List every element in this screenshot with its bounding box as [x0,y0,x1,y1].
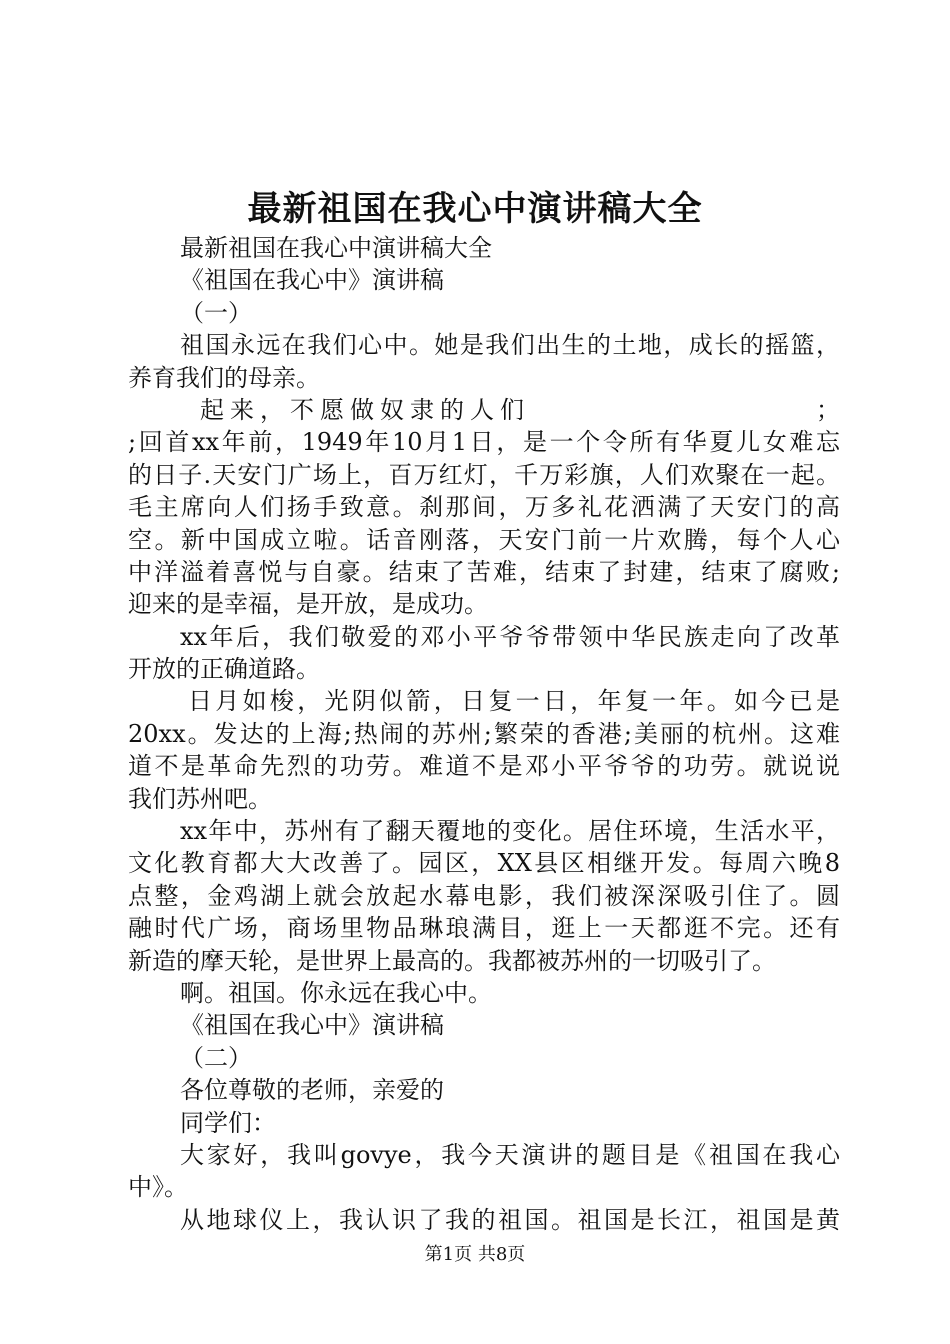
paragraph-line: 迎来的是幸福，是开放，是成功。 [128,590,488,619]
anthem-text: 起来，不愿做奴隶的人们 [200,395,530,424]
speech-heading-2: 《祖国在我心中》演讲稿 [180,1011,444,1040]
paragraph-line: 空。新中国成立啦。话音刚落，天安门前一片欢腾，每个人心 [128,525,840,554]
paragraph-line: 融时代广场，商场里物品琳琅满目，逛上一天都逛不完。还有 [128,914,840,943]
paragraph-line: 新造的摩天轮，是世界上最高的。我都被苏州的一切吸引了。 [128,946,776,975]
paragraph-line: xx年中，苏州有了翻天覆地的变化。居住环境，生活水平， [180,817,840,846]
paragraph-line: 中》。 [128,1173,188,1202]
paragraph-line: 日月如梭，光阴似箭，日复一日，年复一年。如今已是 [188,687,840,716]
document-title: 最新祖国在我心中演讲稿大全 [247,189,703,229]
paragraph-line: xx年后，我们敬爱的邓小平爷爷带领中华民族走向了改革 [180,622,840,651]
anthem-semicolon: ； [816,395,840,424]
subtitle-line: 最新祖国在我心中演讲稿大全 [180,234,492,262]
paragraph-line: 道不是革命先烈的功劳。难道不是邓小平爷爷的功劳。就说说 [128,752,840,781]
paragraph-line: 祖国永远在我们心中。她是我们出生的土地，成长的摇篮， [180,331,840,360]
greeting-line: 各位尊敬的老师，亲爱的 [180,1076,444,1105]
anthem-line [128,394,840,426]
document-body [128,232,840,1236]
paragraph-line: 中洋溢着喜悦与自豪。结束了苦难，结束了封建，结束了腐败; [128,557,840,586]
paragraph-line: 从地球仪上，我认识了我的祖国。祖国是长江，祖国是黄 [180,1205,840,1234]
paragraph-line: 我们苏州吧。 [128,784,272,813]
paragraph-line: 大家好，我叫govye，我今天演讲的题目是《祖国在我心 [180,1140,840,1169]
paragraph-line: 点整，金鸡湖上就会放起水幕电影，我们被深深吸引住了。圆 [128,881,840,910]
paragraph-line: 养育我们的母亲。 [128,363,320,392]
greeting-line: 同学们： [180,1108,276,1137]
paragraph-line: 20xx。发达的上海;热闹的苏州;繁荣的香港;美丽的杭州。这难 [128,719,840,748]
paragraph-line: 开放的正确道路。 [128,655,320,684]
section-marker-2: （二） [180,1043,252,1072]
paragraph-line: 文化教育都大大改善了。园区，XX县区相继开发。每周六晚8 [128,849,840,878]
page-footer: 第1页 共8页 [424,1244,526,1265]
paragraph-line: 啊。祖国。你永远在我心中。 [180,978,492,1007]
paragraph-line: ;回首xx年前，1949年10月1日，是一个令所有华夏儿女难忘 [128,428,840,457]
paragraph-line: 毛主席向人们扬手致意。刹那间，万多礼花洒满了天安门的高 [128,493,840,522]
paragraph-line: 的日子.天安门广场上，百万红灯，千万彩旗，人们欢聚在一起。 [128,460,840,489]
section-marker-1: （一） [180,298,252,327]
speech-heading-1: 《祖国在我心中》演讲稿 [180,266,444,295]
